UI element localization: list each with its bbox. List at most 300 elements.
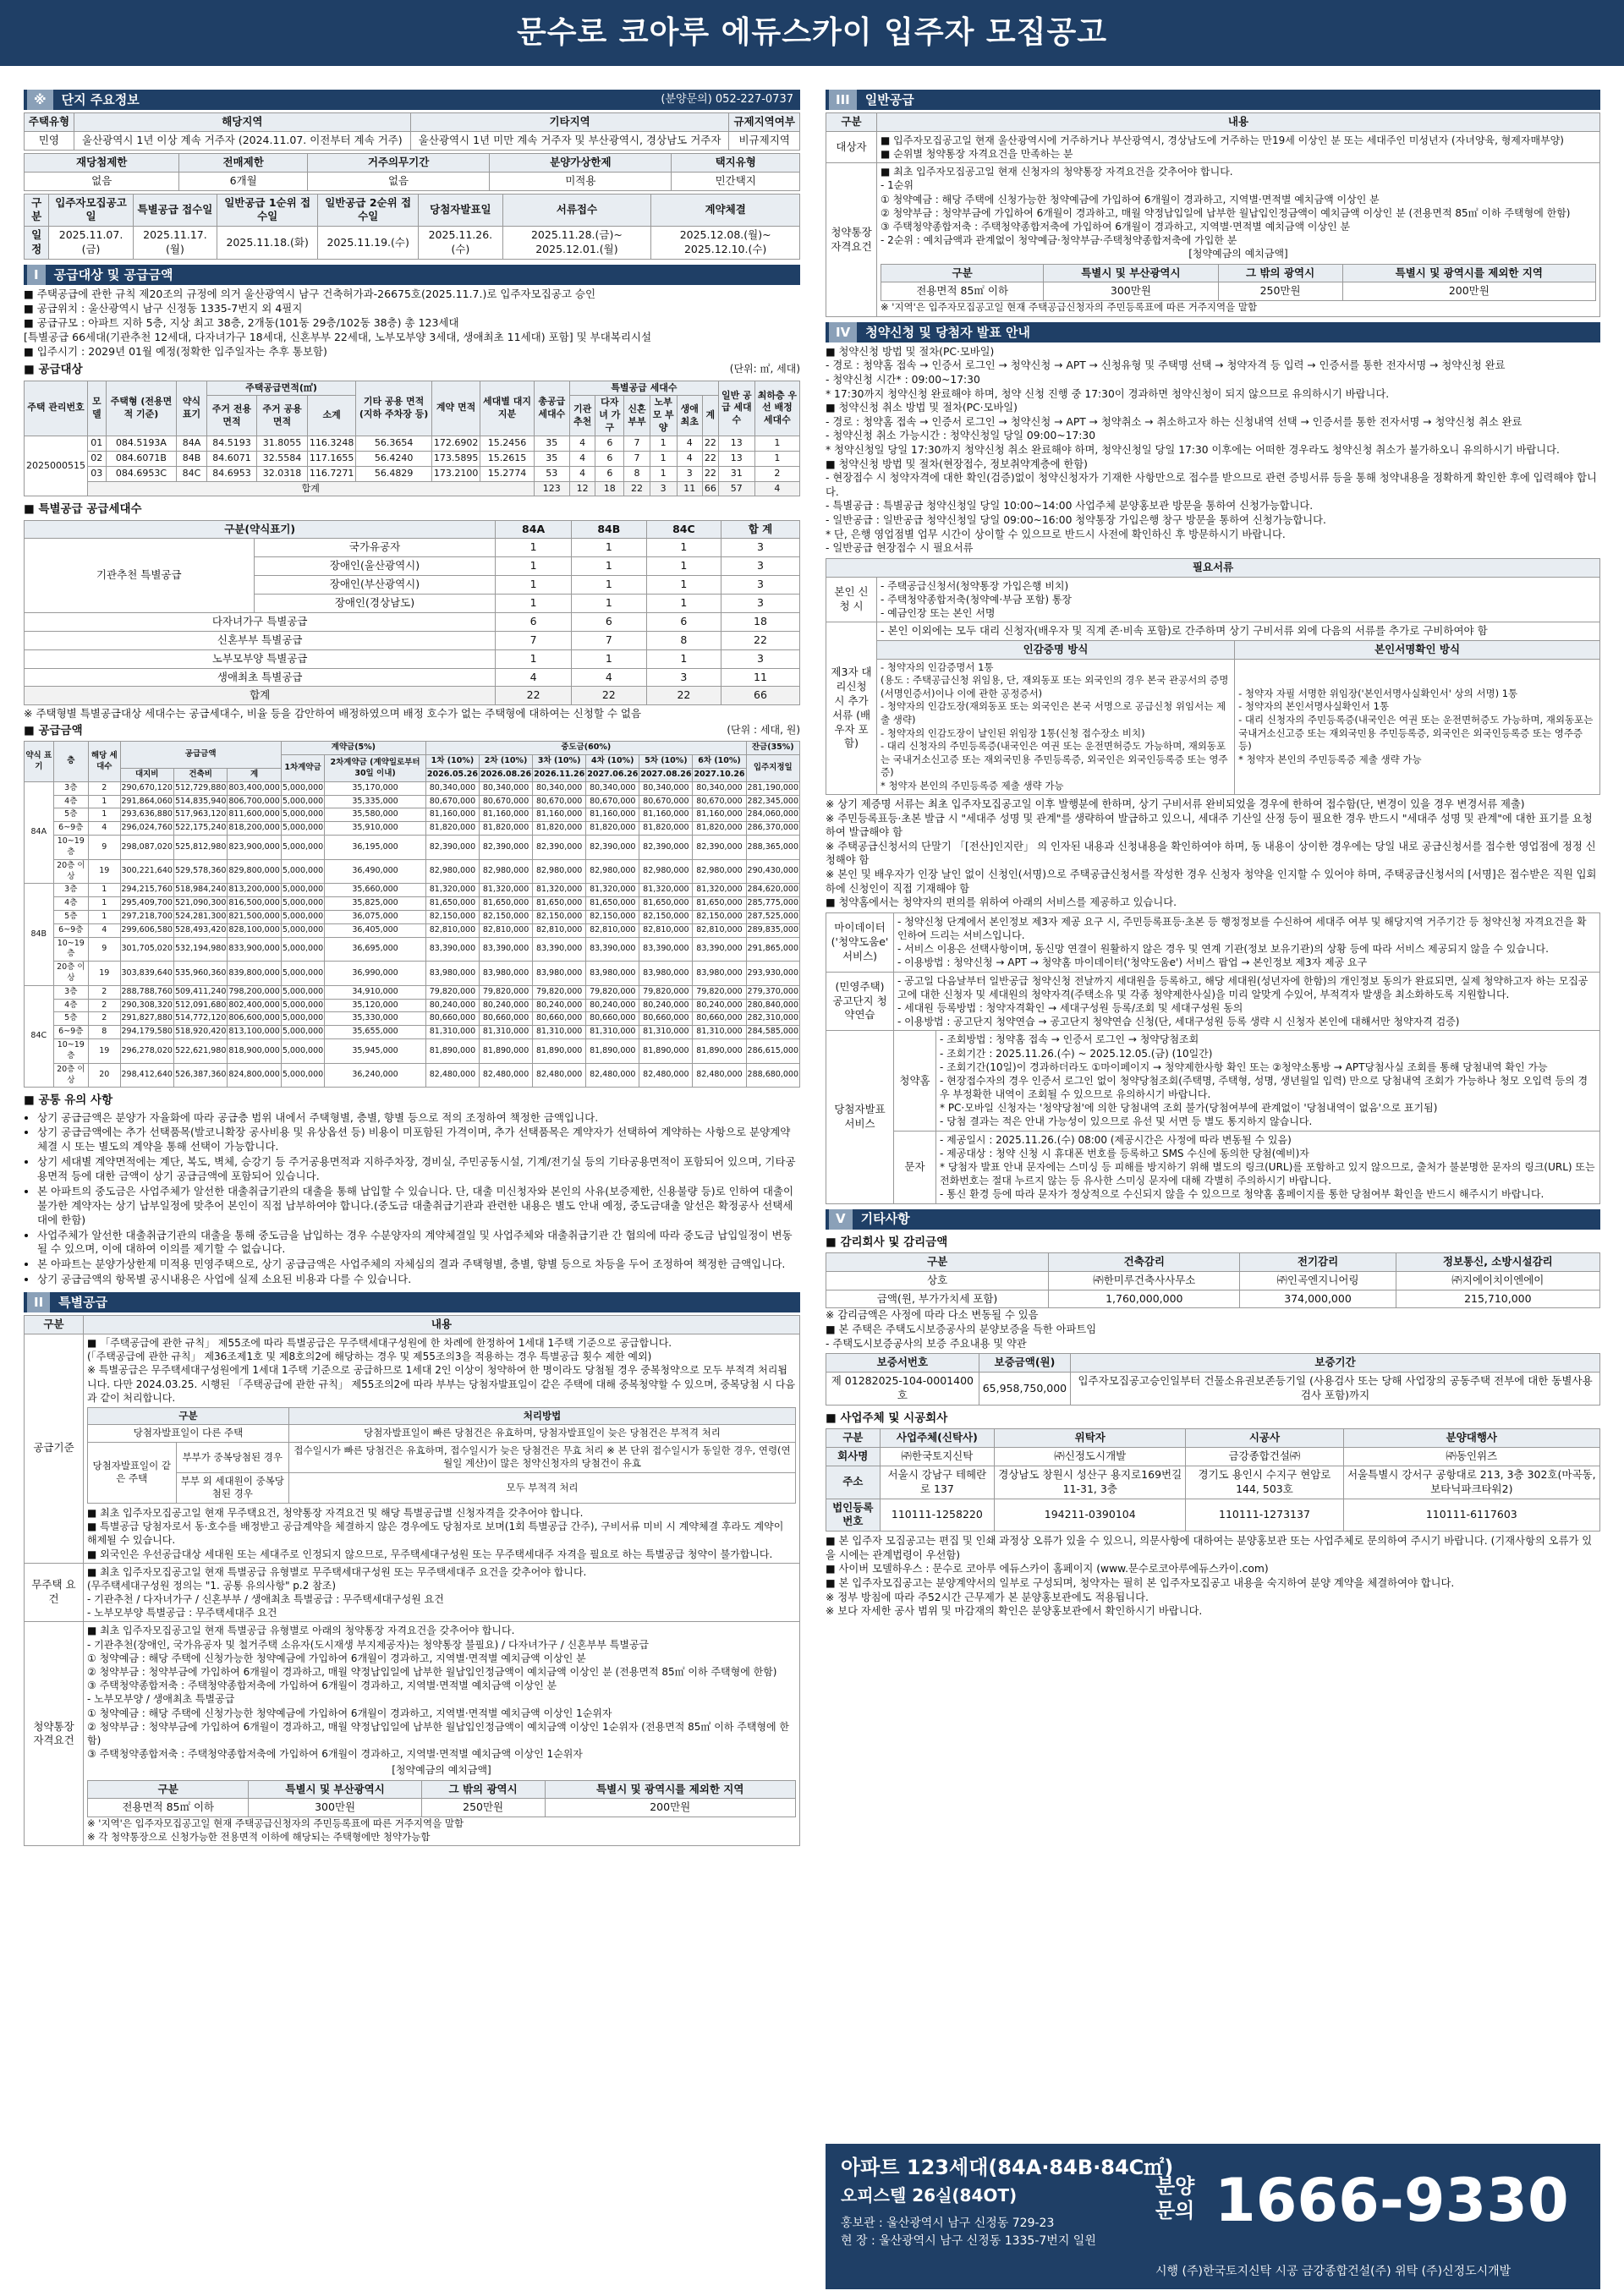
- table-cell: 7: [624, 451, 650, 466]
- table-cell: 6: [595, 436, 624, 451]
- table-header: 공급기준: [25, 1334, 84, 1563]
- table-cell: [877, 659, 1235, 794]
- table-cell: 본인 신청 시: [826, 577, 877, 622]
- text-line: ■ 최초 입주자모집공고일 현재 특별공급 유형별로 무주택세대구성원 또는 무주택세대주 요건을 갖추어야 합니다.: [87, 1565, 587, 1578]
- table-cell: 81,820,000: [639, 822, 693, 836]
- table-header: 위탁자: [995, 1429, 1186, 1448]
- table-cell: 81,320,000: [425, 884, 479, 897]
- table-header: 2026.05.26: [425, 769, 479, 782]
- text-line: - 이용방법 : 공고단지 청약연습 → 공고단지 청약연습 신청(단, 세대구성원 등록 생략 시 신청자 본인에 대해서만 청약자격 검증): [897, 1016, 1460, 1028]
- table-cell: 2025.11.28.(금)~ 2025.12.01.(월): [502, 227, 651, 260]
- table-cell: 80,660,000: [586, 1012, 639, 1026]
- text-line: ※ 보다 자세한 공사 범위 및 마감재의 확인은 분양홍보관에서 확인하시기 바랍니다.: [826, 1605, 1203, 1618]
- table-cell: 803,400,000: [228, 781, 281, 795]
- supply-table: [24, 381, 800, 497]
- table-cell: 821,500,000: [228, 910, 281, 923]
- table-header: 기관 추천: [569, 396, 595, 436]
- table-row: [88, 1799, 796, 1817]
- table-cell: 525,812,980: [173, 836, 227, 860]
- table-cell: 294,215,760: [120, 884, 173, 897]
- table-cell: [936, 1131, 1600, 1203]
- table-row: [826, 912, 1600, 972]
- table-row: [826, 1499, 1600, 1532]
- biz-label: ■ 사업주체 및 시공회사: [826, 1411, 1600, 1426]
- table-cell: 80,240,000: [533, 999, 586, 1012]
- text-line: - 청약자의 인감도장이 날인된 위임장 1통(신청 접수장소 비치): [881, 726, 1145, 739]
- table-header: 특별시 및 부산광역시: [249, 1780, 421, 1799]
- table-cell: 82,980,000: [639, 859, 693, 884]
- table-cell: 285,775,000: [746, 897, 799, 911]
- table-cell: 5층: [53, 808, 88, 822]
- table-cell: 123: [534, 481, 569, 496]
- table-cell: 20층 이상: [53, 1063, 88, 1088]
- table-header: 구분: [826, 1252, 1049, 1271]
- table-cell: [84, 1622, 800, 1846]
- table-cell: 816,500,000: [228, 897, 281, 911]
- table-cell: 합계: [88, 481, 535, 496]
- table-cell: 291,864,060: [120, 795, 173, 808]
- table-row: [25, 1563, 800, 1622]
- table-cell: 5,000,000: [281, 985, 324, 999]
- table-header: 주소: [826, 1466, 881, 1499]
- table-row: [25, 649, 800, 668]
- table-cell: 173.5895: [431, 451, 480, 466]
- table-cell: 82,390,000: [480, 836, 533, 860]
- table-cell: 82,480,000: [480, 1063, 533, 1088]
- table-row: [25, 668, 800, 687]
- table-cell: 81,650,000: [586, 897, 639, 911]
- table-cell: 청약홈: [894, 1031, 936, 1131]
- table-header: 내용: [877, 113, 1600, 132]
- table-cell: 116.7271: [307, 466, 356, 481]
- table-cell: 3: [721, 649, 799, 668]
- table-cell: 528,493,420: [173, 923, 227, 937]
- table-cell: 7: [571, 631, 646, 649]
- text-line: * 단, 은행 영업점별 업무 시간이 상이할 수 있으므로 반드시 사전에 확인하신 후 방문하시기 바랍니다.: [826, 528, 1286, 540]
- table-header: 84A: [496, 520, 571, 539]
- table-cell: 82,810,000: [639, 923, 693, 937]
- table-header: 건축비: [173, 769, 227, 782]
- price-table: [24, 741, 800, 1088]
- table-header: 구분: [88, 1780, 249, 1799]
- table-cell: 5,000,000: [281, 999, 324, 1012]
- table-cell: 806,600,000: [228, 1012, 281, 1026]
- table-cell: 522,175,240: [173, 822, 227, 836]
- text-line: - 경로 : 청약홈 접속 → 인증서 로그인 → 청약신청 → APT → 청약취소 → 취소하고자 하는 신청내역 선택 → 인증서를 통한 전자서명 → 청약신청 취소 완료: [826, 415, 1522, 428]
- table-cell: 83,980,000: [425, 962, 479, 986]
- table-header: 구분: [25, 1316, 84, 1334]
- table-cell: 833,900,000: [228, 937, 281, 962]
- summary-line: ■ 공급위치 : 울산광역시 남구 신정동 1335-7번지 외 4필지: [24, 301, 303, 315]
- table-row: [826, 1429, 1600, 1448]
- table-cell: 83,390,000: [586, 937, 639, 962]
- table-cell: 300만원: [1044, 282, 1218, 301]
- table-header: 중도금(60%): [425, 742, 746, 755]
- text-line: ② 청약부금 : 청약부금에 가입하여 6개월이 경과하고, 매월 약정납입일에 납부한 월납입인정금액이 예치금액 이상인 1순위자 (전용면적 85㎡ 이하 주택형에 한함): [87, 1720, 790, 1746]
- table-header: 1차계약금: [281, 755, 324, 782]
- text-line: - 서비스 이용은 선택사항이며, 동신망 연결이 원활하지 않은 경우 및 연계 기관(정보 보유기관)의 상황 등에 따라 서비스 제공되지 않을 수 있습니다.: [897, 943, 1549, 956]
- table-cell: 82,980,000: [533, 859, 586, 884]
- text-line: - 청약신청 시간* : 09:00~17:30: [826, 374, 980, 386]
- table-cell: 22: [702, 466, 718, 481]
- table-cell: 35,580,000: [325, 808, 426, 822]
- table-header: 2027.10.26: [693, 769, 746, 782]
- table-cell: ㈜지에이치이엔에이: [1396, 1271, 1599, 1290]
- table-cell: 당첨자발표일이 다른 주택: [88, 1425, 289, 1443]
- table-cell: 82,390,000: [425, 836, 479, 860]
- table-header: 분양대행사: [1343, 1429, 1599, 1448]
- table-row: [25, 1316, 800, 1334]
- list-item: • 상기 공급금액은 분양가 자율화에 따라 공급층 범위 내에서 주택형별, 층별, 향별 등으로 적의 조정하여 책정한 금액입니다.: [37, 1111, 800, 1126]
- table-cell: 7: [624, 436, 650, 451]
- table-row: [25, 466, 800, 481]
- table-cell: ㈜한미루건축사사무소: [1049, 1271, 1240, 1290]
- table-cell: 83,390,000: [533, 937, 586, 962]
- table-row: [826, 1131, 1600, 1203]
- table-cell: 민영: [25, 131, 74, 150]
- table-cell: 82,150,000: [639, 910, 693, 923]
- table-cell: 1: [496, 539, 571, 557]
- table-cell: 84.6071: [206, 451, 257, 466]
- table-cell: 4층: [53, 897, 88, 911]
- table-cell: 80,660,000: [425, 1012, 479, 1026]
- table-cell: 1: [571, 539, 646, 557]
- table-header: 처리방법: [289, 1407, 796, 1425]
- table-cell: 신혼부부 특별공급: [25, 631, 496, 649]
- table-cell: 없음: [25, 172, 179, 190]
- table-cell: 문자: [894, 1131, 936, 1203]
- text-line: - 청약자의 본인서명사실확인서 1통: [1238, 700, 1390, 713]
- table-header: 계: [702, 396, 718, 436]
- text-line: ① 청약예금 : 해당 주택에 신청가능한 청약예금에 가입하여 6개월이 경과하고, 지역별·면적별 예치금액 이상인 1순위자: [87, 1707, 612, 1719]
- table-cell: 22: [702, 451, 718, 466]
- table-cell: 기관추천 특별공급: [25, 539, 255, 613]
- table-cell: 526,387,360: [173, 1063, 227, 1088]
- table-row: [826, 1271, 1600, 1290]
- table-cell: 20: [89, 1063, 120, 1088]
- text-line: - 주택청약종합저축(청약예·부금 포함) 통장: [881, 593, 1073, 606]
- text-line: - 통신 환경 등에 따라 문자가 정상적으로 수신되지 않을 수 있으므로 청약홈 홈페이지를 통한 당첨여부 확인을 반드시 해주시기 바랍니다.: [940, 1188, 1544, 1201]
- table-cell: 82,390,000: [586, 836, 639, 860]
- table-header: 내용: [84, 1316, 800, 1334]
- table-cell: 81,650,000: [693, 897, 746, 911]
- table-row: [25, 999, 800, 1012]
- table-cell: 823,900,000: [228, 836, 281, 860]
- table-cell: 1: [496, 576, 571, 595]
- table-cell: 288,365,000: [746, 836, 799, 860]
- table-cell: 80,340,000: [533, 781, 586, 795]
- table-header: 2차 (10%): [480, 755, 533, 769]
- table-cell: 80,670,000: [425, 795, 479, 808]
- table-cell: 813,200,000: [228, 884, 281, 897]
- table-header: 재당첨제한: [25, 153, 179, 172]
- table-cell: 22: [721, 631, 799, 649]
- text-line: ② 청약부금 : 청약부금에 가입하여 6개월이 경과하고, 매월 약정납입일에 납부한 월납입인정금액이 예치금액 이상인 분 (전용면적 85㎡ 이하 주택형에 한함): [881, 206, 1571, 219]
- table-row: [25, 910, 800, 923]
- page-title: 문수로 코아루 에듀스카이 입주자 모집공고: [0, 0, 1624, 66]
- table-cell: 83,980,000: [480, 962, 533, 986]
- table-header: 인감증명 방식: [877, 641, 1235, 660]
- text-line: - 제공일시 : 2025.11.26.(수) 08:00 (제공시간은 사정에 따라 변동될 수 있음): [940, 1133, 1292, 1146]
- table-cell: 22: [646, 687, 721, 705]
- table-cell: 83,390,000: [639, 937, 693, 962]
- table-cell: 3: [650, 481, 677, 496]
- table-cell: 81,890,000: [425, 1039, 479, 1064]
- table-cell: 7: [496, 631, 571, 649]
- table-cell: 200만원: [1342, 282, 1595, 301]
- table-header: 일반공급 1순위 접수일: [217, 194, 318, 227]
- table-cell: 4층: [53, 999, 88, 1012]
- table-header: 주택 관리번호: [25, 381, 88, 436]
- table-cell: 6: [646, 612, 721, 631]
- table-cell: 13: [718, 436, 754, 451]
- table-header: 6차 (10%): [693, 755, 746, 769]
- table-row: [25, 937, 800, 962]
- table-cell: 35,655,000: [325, 1026, 426, 1039]
- table-header: 그 밖의 광역시: [421, 1780, 545, 1799]
- summary-line: ■ 주택공급에 관한 규칙 제20조의 규정에 의거 울산광역시 남구 건축허가과-26675호(2025.11.7.)로 입주자모집공고 승인: [24, 288, 596, 300]
- table-cell: ㈜한국토지신탁: [880, 1447, 995, 1466]
- table-header: 전매제한: [179, 153, 307, 172]
- table-header: 약식 표기: [25, 742, 54, 781]
- text-line: - 청약신청 취소 가능시간 : 청약신청일 당일 09:00~17:30: [826, 430, 1096, 442]
- table-header: 주택유형: [25, 113, 74, 132]
- text-line: ■ 청약홈에서는 청약자의 편의를 위하여 아래의 서비스를 제공하고 있습니다.: [826, 896, 1177, 909]
- text-line: * 청약자 본인의 주민등록증 제출 생략 가능: [881, 779, 1064, 792]
- table-cell: 19: [89, 962, 120, 986]
- table-cell: 521,090,300: [173, 897, 227, 911]
- table-cell: 11: [677, 481, 702, 496]
- audit-table: [826, 1252, 1600, 1309]
- table-cell: 5,000,000: [281, 795, 324, 808]
- right-column: [826, 90, 1600, 2288]
- table-cell: 4층: [53, 795, 88, 808]
- table-cell: 22: [571, 687, 646, 705]
- table-cell: 82,480,000: [693, 1063, 746, 1088]
- table-cell: 81,820,000: [480, 822, 533, 836]
- table-row: [25, 172, 800, 190]
- table-cell: 8: [646, 631, 721, 649]
- table-cell: 5,000,000: [281, 808, 324, 822]
- table-cell: 56.4240: [356, 451, 431, 466]
- text-line: ■ 청약신청 취소 방법 및 절차(PC·모바일): [826, 402, 1018, 414]
- table-cell: 81,160,000: [639, 808, 693, 822]
- table-header: 구분(약식표기): [25, 520, 496, 539]
- table-header: 계: [228, 769, 281, 782]
- table-header: 일정: [25, 227, 49, 260]
- table-cell: 81,650,000: [480, 897, 533, 911]
- table-row: [826, 1290, 1600, 1308]
- table-cell: 8: [624, 466, 650, 481]
- table-cell: 288,788,760: [120, 985, 173, 999]
- table-cell: 828,100,000: [228, 923, 281, 937]
- table-cell: 장애인(울산광역시): [254, 557, 496, 576]
- table-cell: 5,000,000: [281, 884, 324, 897]
- table-row: [88, 1407, 796, 1425]
- table-cell: 172.6902: [431, 436, 480, 451]
- table-header: 약식 표기: [177, 381, 206, 436]
- table-header: 구분: [881, 264, 1044, 282]
- table-cell: 3: [646, 668, 721, 687]
- table-cell: 290,308,320: [120, 999, 173, 1012]
- table-cell: 284,060,000: [746, 808, 799, 822]
- table-row: [25, 1012, 800, 1026]
- table-cell: 81,160,000: [480, 808, 533, 822]
- audit-notes: [826, 1308, 1600, 1351]
- table-cell: 1: [646, 595, 721, 613]
- table-cell: 32.0318: [257, 466, 308, 481]
- table-cell: 4: [677, 436, 702, 451]
- table-header: 보증서번호: [826, 1354, 979, 1373]
- table-cell: 80,670,000: [693, 795, 746, 808]
- table-header: 3차 (10%): [533, 755, 586, 769]
- table-cell: 3: [721, 595, 799, 613]
- table-cell: 15.2456: [480, 436, 534, 451]
- table-cell: 84B: [177, 451, 206, 466]
- table-row: [25, 520, 800, 539]
- table-cell: 36,695,000: [325, 937, 426, 962]
- table-cell: 56.4829: [356, 466, 431, 481]
- table-cell: 35: [534, 436, 569, 451]
- table-row: [826, 131, 1600, 162]
- table-cell: 110111-6117603: [1343, 1499, 1599, 1532]
- table-cell: [1235, 659, 1600, 794]
- text-line: (「주택공급에 관한 규칙」 제36조제1호 및 제8호의2에 해당하는 경우 및 제55조의3을 적용하는 경우 특별공급 횟수 제한 예외): [87, 1351, 652, 1363]
- text-line: * 당첨자 발표 안내 문자에는 스미싱 등 피해를 방지하기 위해 별도의 링크(URL)를 포함하고 있지 않으므로, 출처가 불분명한 문자의 링크(URL) 또는 전화번호는 절대 누르지 않는 등 유사한 스미싱 문자에 대해 각별히 주의하시기 바랍니다.: [940, 1161, 1595, 1187]
- table-cell: 4: [569, 451, 595, 466]
- table-row: [25, 612, 800, 631]
- table-cell: 2025.11.19.(수): [318, 227, 419, 260]
- text-line: - 공고일 다음날부터 일반공급 청약신청 전날까지 세대원을 등록하고, 해당 세대원(성년자에 한함)의 개인정보 동의가 완료되면, 실제 청약하고자 하는 모집공고에 대한 신청자 및 세대원의 청약자격(주택소유 및 각종 청약제한사실)을 미리 알맞게 수있어, 부적격자 발생을 최소화하도록 지원합니다.: [897, 974, 1588, 1000]
- table-cell: 1: [650, 466, 677, 481]
- table-cell: 084.5193A: [106, 436, 177, 451]
- table-header: 2027.08.26: [639, 769, 693, 782]
- audit-label: ■ 감리회사 및 감리금액: [826, 1235, 1600, 1250]
- table-cell: 79,820,000: [425, 985, 479, 999]
- table-cell: ㈜신정도시개발: [995, 1447, 1186, 1466]
- table-header: 구분: [25, 194, 49, 227]
- table-header: 공급금액: [120, 742, 281, 769]
- table-row: [25, 962, 800, 986]
- table-header: 합 계: [721, 520, 799, 539]
- table-row: [25, 194, 800, 227]
- table-cell: 281,190,000: [746, 781, 799, 795]
- text-line: - 청약자의 인감증명서 1통: [881, 660, 994, 673]
- table-cell: 금강종합건설㈜: [1186, 1447, 1343, 1466]
- table-header: 특별공급 세대수: [569, 381, 718, 396]
- table-cell: 장애인(경상남도): [254, 595, 496, 613]
- text-line: ※ 본인 및 배우자가 인장 날인 없이 신청인(서명)으로 주택공급신청서를 작성한 경우 신청자 청약을 인지할 수 있어야 하며, 주택공급신청서의 [서명]은 접수받은 직원 입회하에 신청인이 직접 기재해야 함: [826, 869, 1597, 895]
- table-cell: 10~19층: [53, 937, 88, 962]
- price-label: ■ 공급금액: [24, 723, 83, 738]
- table-row: [25, 631, 800, 649]
- table-cell: (민영주택) 공고단지 청약연습: [826, 972, 894, 1031]
- table-cell: 5,000,000: [281, 937, 324, 962]
- table-cell: 81,820,000: [693, 822, 746, 836]
- table-header: 생애 최초: [677, 396, 702, 436]
- table-cell: [84, 1334, 800, 1563]
- table-cell: 81,890,000: [533, 1039, 586, 1064]
- table-cell: [877, 577, 1600, 622]
- table-cell: 81,820,000: [533, 822, 586, 836]
- table-cell: 79,820,000: [533, 985, 586, 999]
- table-cell: 84C: [25, 985, 54, 1088]
- table-cell: 82,810,000: [693, 923, 746, 937]
- table-cell: 1: [650, 451, 677, 466]
- table-cell: 35,335,000: [325, 795, 426, 808]
- section-special-supply: II 특별공급: [24, 1292, 800, 1312]
- table-cell: 301,705,020: [120, 937, 173, 962]
- table-cell: 81,160,000: [693, 808, 746, 822]
- footer-hall: 홍보관 : 울산광역시 남구 신정동 729-23: [841, 2217, 1055, 2231]
- table-row: [25, 381, 800, 396]
- text-line: ■ 특별공급 당첨자로서 동·호수를 배정받고 공급계약을 체결하지 않은 경우에도 당첨자로 보며(1회 특별공급 간주), 구비서류 미비 시 계약체결 후라도 계약이 해제될 수 있습니다.: [87, 1521, 784, 1547]
- table-row: [826, 1031, 1600, 1131]
- table-cell: 35,825,000: [325, 897, 426, 911]
- table-cell: 279,370,000: [746, 985, 799, 999]
- table-cell: 512,091,680: [173, 999, 227, 1012]
- info-table-2: [24, 153, 800, 191]
- table-row: [25, 836, 800, 860]
- table-row: [25, 481, 800, 496]
- table-cell: 22: [496, 687, 571, 705]
- text-line: ■ 본 주택은 주택도시보증공사의 분양보증을 득한 아파트임: [826, 1323, 1097, 1336]
- text-line: ※ 상기 제증명 서류는 최초 입주자모집공고일 이후 발행분에 한하며, 상기 구비서류 완비되었을 경우에 한하여 접수함(단, 변경이 있을 경우 변경서류 제출): [826, 798, 1525, 811]
- special-count-label: ■ 특별공급 공급세대수: [24, 501, 800, 517]
- table-cell: 82,980,000: [693, 859, 746, 884]
- table-cell: 529,578,360: [173, 859, 227, 884]
- section-complex-info: ※ 단지 주요정보 (분양문의) 052-227-0737: [24, 90, 800, 110]
- table-cell: 9: [89, 937, 120, 962]
- text-line: ※ 특별공급은 무주택세대구성원에게 1세대 1주택 기준으로 공급하므로 1세대 2인 이상이 청약하여 한 명이라도 당첨될 경우 중복청약으로 모두 부적격 처리됩니다. 다만 2024.03.25. 시행된 「주택공급에 관한 규칙」 제55조의2에 따라 부부는 당첨자발표일이 같은 주택에 대해 중복청약할 수 있으며, 중복당첨 시 다음과 같이 처리합니다.: [87, 1364, 796, 1404]
- table-header: 해당지역: [74, 113, 410, 132]
- table-cell: 284,585,000: [746, 1026, 799, 1039]
- table-cell: 1: [754, 436, 799, 451]
- table-cell: 4: [569, 436, 595, 451]
- table-cell: 금액(원, 부가가치세 포함): [826, 1290, 1049, 1308]
- table-header: 거주의무기간: [307, 153, 489, 172]
- table-cell: 2: [754, 466, 799, 481]
- table-header: 사업주체(신탁사): [880, 1429, 995, 1448]
- table-row: [25, 1063, 800, 1088]
- table-cell: 32.5584: [257, 451, 308, 466]
- table-cell: 286,615,000: [746, 1039, 799, 1064]
- table-cell: 82,810,000: [533, 923, 586, 937]
- table-cell: 35,120,000: [325, 999, 426, 1012]
- table-cell: 83,390,000: [693, 937, 746, 962]
- table-cell: 4: [89, 923, 120, 937]
- table-cell: 31: [718, 466, 754, 481]
- table-cell: 82,150,000: [480, 910, 533, 923]
- table-cell: 81,320,000: [586, 884, 639, 897]
- table-cell: 514,835,940: [173, 795, 227, 808]
- table-cell: 1: [496, 557, 571, 576]
- table-cell: 824,800,000: [228, 1063, 281, 1088]
- table-cell: 374,000,000: [1240, 1290, 1396, 1308]
- text-line: * PC·모바일 신청자는 '청약당첨'에 의한 당첨내역 조회 불가(당첨여부에 관계없이 '당첨내역이 없음'으로 표기됨): [940, 1102, 1438, 1115]
- table-header: 구분: [826, 113, 877, 132]
- table-header: 필요서류: [826, 558, 1600, 577]
- special-note: ※ 주택형별 특별공급대상 세대수는 공급세대수, 비율 등을 감안하여 배정하였으며 배정 호수가 없는 주택형에 대하여는 신청할 수 없음: [24, 707, 642, 721]
- text-line: - 2순위 : 예치금액과 관계없이 청약예금·청약부금·주택청약종합저축에 가입한 분: [881, 234, 1237, 247]
- table-cell: 1: [646, 557, 721, 576]
- table-cell: 296,278,020: [120, 1039, 173, 1064]
- text-line: ※ 각 청약통장으로 신청가능한 전용면적 이하에 해당되는 주택형에만 청약가능함: [87, 1830, 431, 1843]
- table-cell: 12: [569, 481, 595, 496]
- table-cell: 818,900,000: [228, 1039, 281, 1064]
- text-line: ■ 외국인은 우선공급대상 세대원 또는 세대주로 인정되지 않으므로, 무주택세대구성원 또는 무주택세대주 자격을 필요로 하는 특별공급 청약이 불가합니다.: [87, 1548, 773, 1560]
- common-notes: [24, 1111, 800, 1288]
